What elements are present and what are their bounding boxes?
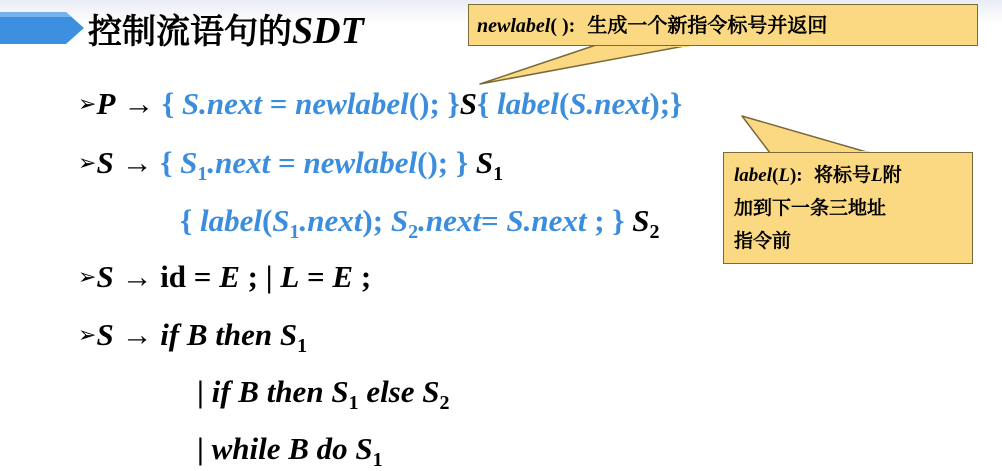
derives-arrow: →	[121, 259, 153, 294]
bullet-icon: ➢	[78, 265, 97, 290]
callout-newlabel-desc: 生成一个新指令标号并返回	[575, 13, 828, 37]
callout-label-line3: 指令前	[734, 230, 792, 252]
bullet-icon: ➢	[78, 323, 97, 348]
rule-s-if-else: | if B then $S_1$ else $S_2$	[197, 374, 450, 414]
page-title	[88, 6, 364, 56]
callout-label-term: label	[734, 165, 772, 186]
callout-newlabel-term: newlabel	[477, 15, 551, 37]
rule-s-if: ➢S → if B then $S_1$	[78, 317, 308, 357]
rule-p-action1: { S.next = newlabel(); }	[161, 86, 460, 121]
callout-newlabel	[468, 4, 978, 46]
callout-label	[723, 152, 973, 264]
rule-s-seq-action1: { $S_1.next$ = newlabel(); }	[160, 145, 469, 185]
rule-s-while: | while B do $S_1$	[197, 431, 383, 471]
rule-s-seq-cont: { $label(S_1.next)$; $S_2.next=$ S.next ; } $S_2$	[180, 203, 660, 243]
bullet-icon: ➢	[78, 92, 97, 117]
derives-arrow: →	[121, 317, 153, 352]
title-text-cn: 控制流语句的	[88, 12, 292, 52]
callout-label-pointer	[742, 116, 870, 153]
callout-newlabel-parens: ( ):	[550, 15, 576, 37]
rule-p-action2: { label(S.next);}	[476, 86, 683, 121]
title-arrow-icon	[0, 6, 84, 50]
callout-label-line2: 加到下一条三地址	[734, 197, 887, 219]
callout-label-line1: label(L): 将标号L附	[734, 164, 902, 186]
rule-p: ➢P → { S.next = newlabel(); }S{ label(S.next);}	[78, 86, 683, 121]
rule-s-seq-action2: { $label(S_1.next)$; $S_2.next=$ S.next ; }	[180, 203, 625, 243]
derives-arrow: →	[123, 86, 155, 121]
bullet-icon: ➢	[78, 151, 97, 176]
callout-newlabel-pointer	[480, 45, 690, 84]
rule-s-assign: ➢S → id = E ; | L = E ;	[78, 259, 372, 294]
title-text-en: SDT	[292, 10, 364, 52]
derives-arrow: →	[121, 145, 153, 180]
rule-s-seq: ➢S → { $S_1.next$ = newlabel(); } $S_1$	[78, 145, 504, 185]
